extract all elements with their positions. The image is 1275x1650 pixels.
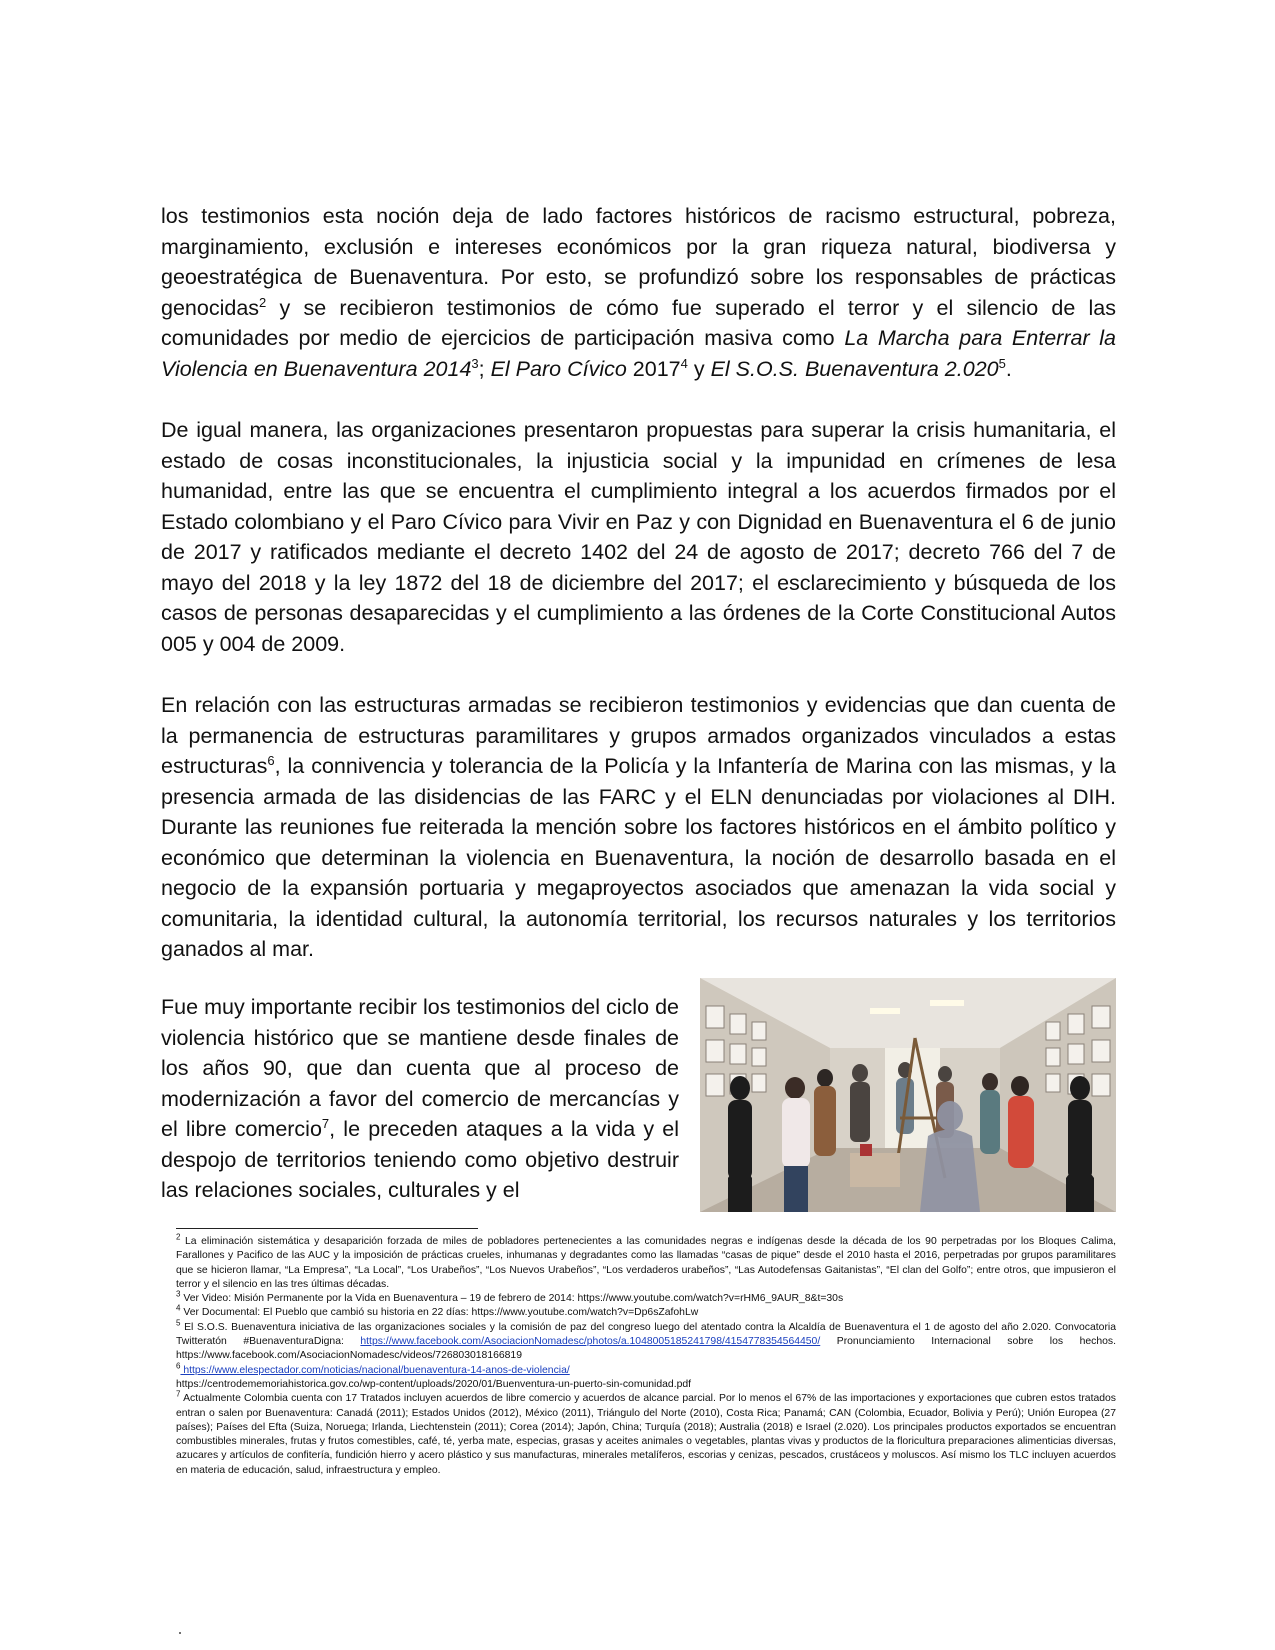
- footnote-2: [176, 1232, 1116, 1292]
- footnote-3: [176, 1289, 1116, 1306]
- footnote-5: [176, 1318, 1116, 1364]
- page-mark: [179, 1632, 181, 1634]
- footnotes: [176, 1232, 1116, 1478]
- footnote-text: El S.O.S. Buenaventura iniciativa de las organizaciones sociales y la comisión de paz del congreso luego del atentado contra la Alcaldía de Buenaventura el 1 de agosto del año 2.020. Convocatoria Twitteratón #BuenaventuraDigna:: [176, 1321, 1116, 1348]
- facebook-photo-link[interactable]: https://www.facebook.com/AsociacionNomadesc/photos/a.1048005185241798/4154778354564450/: [360, 1336, 821, 1348]
- footnote-number: 2: [176, 1232, 181, 1242]
- paragraph-text: , le preceden ataques a la vida y el despojo de territorios teniendo como objetivo destruir las relaciones sociales, culturales y el: [161, 1117, 679, 1202]
- footnote-text: La eliminación sistemática y desaparición forzada de miles de pobladores pertenecientes a las comunidades negras e indígenas desde la década de los 90 perpetradas por los Bloques Calima, Farallones y Pacifico de las AUC y la imposición de prácticas crueles, inhumanas y degradantes como las llamadas “casas de pique” desde el 2010 hasta el 2016, perpetradas por grupos paramilitares que se hicieron llamar, “La Empresa”, “La Local”, “Los Urabeños”, “Los Nuevos Urabeños”, “Los verdaderos urabeños”, “Las Autodefensas Gaitanistas”, “El clan del Golfo”; entre otros, que impusieron el terror y el silencio en las tres últimas décadas.: [176, 1236, 1116, 1290]
- footnote-ref-7[interactable]: 7: [321, 1115, 330, 1131]
- paragraph-2: De igual manera, las organizaciones presentaron propuestas para superar la crisis humanitaria, el estado de cosas inconstitucionales, la injusticia social y la impunidad en crímenes de lesa humanidad, entre las que se encuentra el cumplimiento integral a los acuerdos firmados por el Estado colombiano y el Paro Cívico para Vivir en Paz y con Dignidad en Buenaventura el 6 de junio de 2017 y ratificados mediante el decreto 1402 del 24 de agosto de 2017; decreto 766 del 7 de mayo del 2018 y la ley 1872 del 18 de diciembre del 2017; el esclarecimiento y búsqueda de los casos de personas desaparecidas y el cumplimiento a las órdenes de la Corte Constitucional Autos 005 y 004 de 2009.: [161, 418, 1116, 656]
- elespectador-link[interactable]: https://www.elespectador.com/noticias/nacional/buenaventura-14-anos-de-violencia/: [180, 1364, 570, 1376]
- paragraph-text: y: [687, 356, 711, 381]
- paragraph-text: .: [1005, 356, 1012, 381]
- paragraph-4: [161, 992, 679, 1206]
- footnote-text: Pronunciamiento Internacional sobre los hechos. https://www.facebook.com/AsociacionNomadesc/videos/726803018166819: [176, 1336, 1116, 1362]
- paragraph-text: 2017: [626, 356, 681, 381]
- footnote-number: 4: [176, 1304, 181, 1314]
- footnote-text: Ver Documental: El Pueblo que cambió su historia en 22 días: https://www.youtube.com/watch?v=Dp6sZafohLw: [180, 1307, 699, 1319]
- footnote-number: 3: [176, 1289, 181, 1299]
- paragraph-text: los testimonios esta noción deja de lado factores históricos de racismo estructural, pobreza, marginamiento, exclusión e intereses económicos por la gran riqueza natural, biodiversa y geoestratégica de Buenaventura. Por esto, se profundizó sobre los responsables de prácticas genocidas: [161, 204, 1116, 320]
- footnote-ref-6[interactable]: 6: [267, 752, 275, 768]
- footnote-text: Actualmente Colombia cuenta con 17 Tratados incluyen acuerdos de libre comercio y acuerdos de alcance parcial. Por lo menos el 67% de las importaciones y exportaciones que cubren estos tratados entran o salen por Buenaventura: Canadá (2011); Estados Unidos (2012), México (2011), Triángulo del Norte (2010), Costa Rica; Panamá; CAN (Colombia, Ecuador, Bolivia y Perú); Unión Europea (27 países); Países del Efta (Suiza, Noruega; Irlanda, Liechtenstein (2011); Corea (2014); Japón, China; Turquía (2018); Australia (2018) e Israel (2.020). Los principales productos exportados se encuentran combustibles minerales, frutas y frutos comestibles, café, té, yerba mate, especias, grasas y aceites animales o vegetables, plantas vivas y productos de la floricultura preparaciones alimenticias diversas, azucares y artículos de confitería, fundición hierro y acero plástico y sus manufacturas, minerales metalíferos, escorias y cenizas, pescados, crustáceos y moluscos. Así mismo los TLC incluyen acuerdos en materia de educación, salud, infraestructura y empleo.: [176, 1393, 1116, 1476]
- exhibition-photo: [700, 978, 1116, 1212]
- footnote-6: [176, 1361, 1116, 1393]
- paragraph-text: ;: [478, 356, 491, 381]
- paragraph-text: En relación con las estructuras armadas se recibieron testimonios y evidencias que dan cuenta de la permanencia de estructuras paramilitares y grupos armados organizados vinculados a estas estructuras: [161, 693, 1116, 778]
- italic-title: El S.O.S. Buenaventura 2.020: [710, 356, 999, 381]
- italic-title: El Paro Cívico: [490, 356, 627, 381]
- paragraph-text: y se recibieron testimonios de cómo fue superado el terror y el silencio de las comunidades por medio de ejercicios de participación masiva como: [161, 295, 1116, 350]
- footnote-4: [176, 1306, 1116, 1320]
- footnote-separator: [176, 1228, 478, 1229]
- footnote-ref-4[interactable]: 4: [680, 355, 688, 371]
- footnote-ref-2[interactable]: 2: [259, 294, 267, 310]
- italic-title: La Marcha para Enterrar la Violencia en Buenaventura 2014: [161, 326, 1116, 381]
- footnote-text: https://centrodememoriahistorica.gov.co/wp-content/uploads/2020/01/Buenventura-un-puerto-sin-comunidad.pdf: [176, 1378, 692, 1390]
- footnote-7: [176, 1389, 1116, 1478]
- footnote-text: Ver Video: Misión Permanente por la Vida en Buenaventura – 19 de febrero de 2014: https://www.youtube.com/watch?v=rHM6_9AUR_8&t=30s: [180, 1293, 844, 1305]
- paragraph-text: Fue muy importante recibir los testimonios del ciclo de violencia histórico que se mantiene desde finales de los años 90, que dan cuenta que al proceso de modernización a favor del comercio de mercancías y el libre comercio: [161, 995, 679, 1141]
- footnote-number: 6: [176, 1361, 181, 1371]
- footnote-ref-5[interactable]: 5: [998, 355, 1006, 371]
- footnote-number: 5: [176, 1318, 181, 1328]
- footnote-ref-3[interactable]: 3: [471, 355, 479, 371]
- paragraph-3: [161, 690, 1116, 965]
- paragraph-1: [161, 201, 1116, 384]
- paragraph-text: , la connivencia y tolerancia de la Policía y la Infantería de Marina con las mismas, y la presencia armada de las disidencias de las FARC y el ELN denunciadas por violaciones al DIH. Durante las reuniones fue reiterada la mención sobre los factores históricos en el ámbito político y económico que determinan la violencia en Buenaventura, la noción de desarrollo basada en el negocio de la expansión portuaria y megaproyectos asociados que amenazan la vida social y comunitaria, la identidad cultural, la autonomía territorial, los recursos naturales y los territorios ganados al mar.: [161, 754, 1116, 961]
- footnote-number: 7: [176, 1389, 181, 1399]
